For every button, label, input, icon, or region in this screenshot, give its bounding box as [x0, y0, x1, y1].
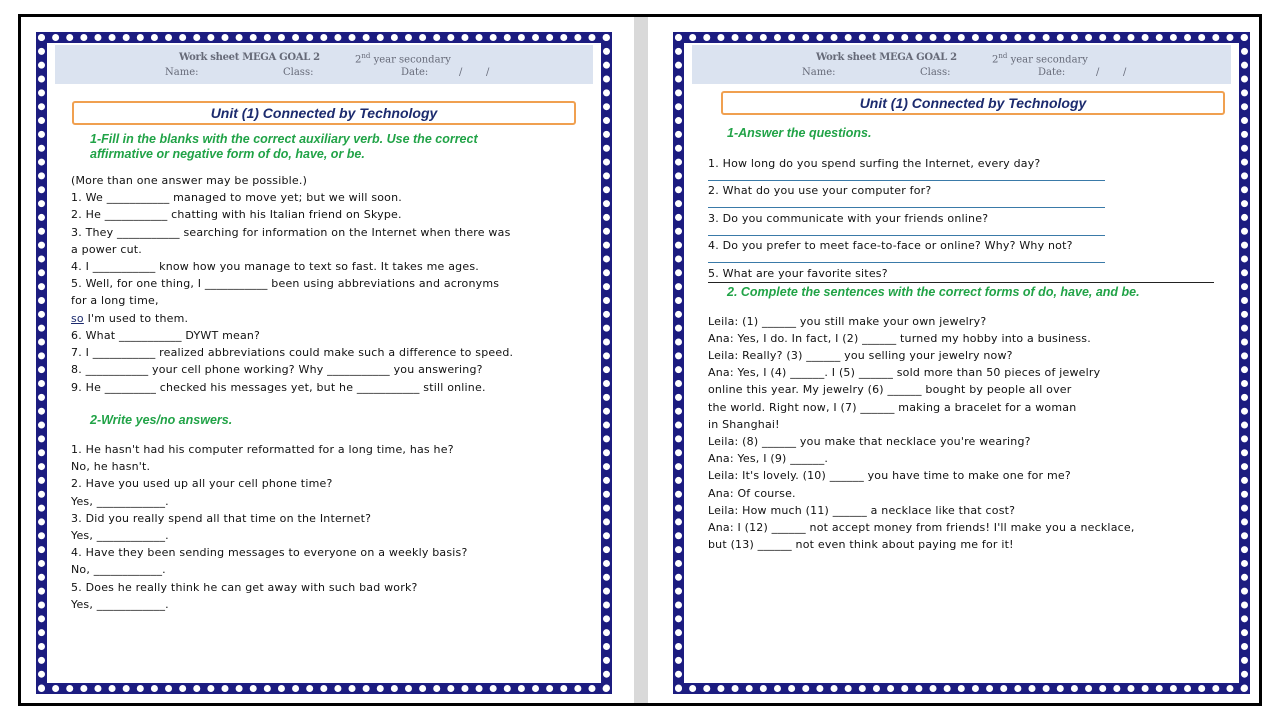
answer-line: Yes, ____________. — [71, 598, 169, 611]
exercise-line: 8. ___________ your cell phone working? Why ___________ you answering? — [71, 363, 483, 376]
answer-line: No, he hasn't. — [71, 460, 151, 473]
exercise-line: 4. I ___________ know how you manage to text so fast. It takes me ages. — [71, 260, 479, 273]
dialogue-line: but (13) ______ not even think about paying me for it! — [708, 538, 1014, 551]
page-header — [692, 45, 1231, 84]
worksheet-title: Work sheet MEGA GOAL 2 — [179, 52, 320, 63]
class-label: Class: — [920, 67, 951, 78]
date-label: Date: — [401, 67, 429, 78]
exercise-line: for a long time, — [71, 294, 159, 307]
answer-rule — [708, 235, 1105, 236]
exercise-line: 3. They ___________ searching for information on the Internet when there was — [71, 226, 511, 239]
exercise-line: 2. He ___________ chatting with his Italian friend on Skype. — [71, 208, 402, 221]
question-line: 1. How long do you spend surfing the Internet, every day? — [708, 157, 1041, 170]
dialogue-line: Leila: It's lovely. (10) ______ you have time to make one for me? — [708, 469, 1071, 482]
dialogue-line: online this year. My jewelry (6) ______ bought by people all over — [708, 383, 1072, 396]
answer-line: No, ____________. — [71, 563, 166, 576]
question-line: 2. What do you use your computer for? — [708, 184, 932, 197]
answer-line: Yes, ____________. — [71, 495, 169, 508]
exercise-line: 9. He _________ checked his messages yet, but he ___________ still online. — [71, 381, 486, 394]
name-label: Name: — [802, 67, 836, 78]
date-label: Date: — [1038, 67, 1066, 78]
section-2-heading: 2. Complete the sentences with the correct forms of do, have, and be. — [727, 285, 1140, 299]
worksheet-page-left — [36, 32, 612, 694]
answer-rule — [708, 180, 1105, 181]
dialogue-line: Ana: Of course. — [708, 487, 796, 500]
answer-line: Yes, ____________. — [71, 529, 169, 542]
dialogue-line: in Shanghai! — [708, 418, 780, 431]
question-line: 2. Have you used up all your cell phone time? — [71, 477, 333, 490]
question-line: 3. Did you really spend all that time on the Internet? — [71, 512, 372, 525]
dialogue-line: the world. Right now, I (7) ______ making a bracelet for a woman — [708, 401, 1077, 414]
dialogue-line: Ana: Yes, I (9) ______. — [708, 452, 829, 465]
date-slash: / — [1096, 67, 1100, 78]
dialogue-line: Ana: Yes, I do. In fact, I (2) ______ turned my hobby into a business. — [708, 332, 1091, 345]
exercise-line: 5. Well, for one thing, I ___________ been using abbreviations and acronyms — [71, 277, 500, 290]
dialogue-line: Leila: Really? (3) ______ you selling your jewelry now? — [708, 349, 1013, 362]
question-line: 3. Do you communicate with your friends online? — [708, 212, 989, 225]
worksheet-page-right — [673, 32, 1250, 694]
answer-rule — [708, 262, 1105, 263]
section-1-heading: 1-Answer the questions. — [727, 126, 872, 140]
class-label: Class: — [283, 67, 314, 78]
year-label: 2nd year secondary — [355, 52, 451, 66]
dialogue-line: Ana: I (12) ______ not accept money from friends! I'll make you a necklace, — [708, 521, 1135, 534]
dialogue-line: Leila: (8) ______ you make that necklace you're wearing? — [708, 435, 1031, 448]
dialogue-line: Leila: (1) ______ you still make your own jewelry? — [708, 315, 987, 328]
name-label: Name: — [165, 67, 199, 78]
so-word: so — [71, 312, 84, 325]
question-line: 1. He hasn't had his computer reformatted for a long time, has he? — [71, 443, 454, 456]
exercise-line: 7. I ___________ realized abbreviations could make such a difference to speed. — [71, 346, 514, 359]
exercise-line: so I'm used to them. — [71, 312, 189, 325]
page-gutter — [634, 17, 648, 703]
section-1-heading: 1-Fill in the blanks with the correct auxiliary verb. Use the correct affirmative or negative form of do, have, or be. — [90, 132, 478, 161]
question-line: 4. Have they been sending messages to everyone on a weekly basis? — [71, 546, 468, 559]
exercise-line: 6. What ___________ DYWT mean? — [71, 329, 261, 342]
date-slash: / — [459, 67, 463, 78]
dialogue-line: Leila: How much (11) ______ a necklace like that cost? — [708, 504, 1016, 517]
question-line: 5. What are your favorite sites? — [708, 267, 888, 280]
unit-title: Unit (1) Connected by Technology — [721, 91, 1225, 115]
section-2-heading: 2-Write yes/no answers. — [90, 413, 233, 427]
exercise-line: 1. We ___________ managed to move yet; but we will soon. — [71, 191, 402, 204]
page-header — [55, 45, 593, 84]
date-slash: / — [486, 67, 490, 78]
instruction-note: (More than one answer may be possible.) — [71, 174, 308, 187]
question-line: 4. Do you prefer to meet face-to-face or online? Why? Why not? — [708, 239, 1073, 252]
question-line: 5. Does he really think he can get away with such bad work? — [71, 581, 418, 594]
answer-rule — [708, 207, 1105, 208]
section-divider — [708, 282, 1214, 283]
exercise-line: a power cut. — [71, 243, 142, 256]
dialogue-line: Ana: Yes, I (4) ______. I (5) ______ sold more than 50 pieces of jewelry — [708, 366, 1101, 379]
year-label: 2nd year secondary — [992, 52, 1088, 66]
worksheet-title: Work sheet MEGA GOAL 2 — [816, 52, 957, 63]
unit-title: Unit (1) Connected by Technology — [72, 101, 576, 125]
date-slash: / — [1123, 67, 1127, 78]
